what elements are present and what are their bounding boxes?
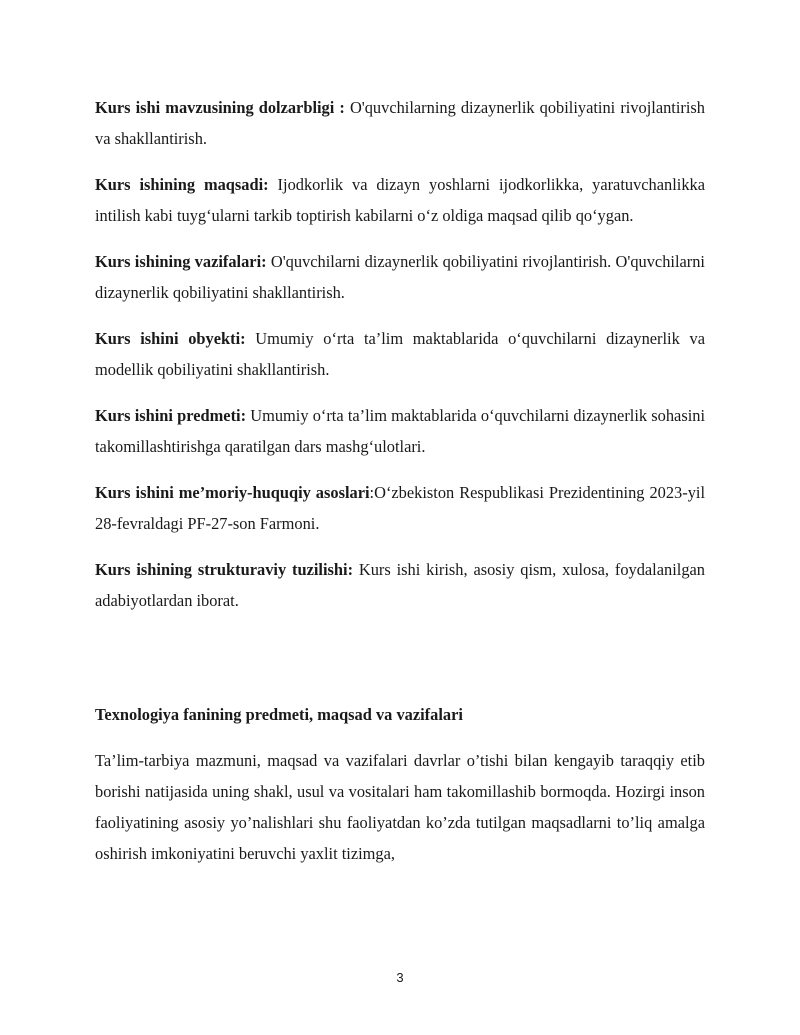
paragraph-maqsadi xyxy=(95,169,705,231)
paragraph-label: Kurs ishining vazifalari: xyxy=(95,252,267,271)
page-number: 3 xyxy=(396,970,404,985)
paragraph-label: Kurs ishini predmeti: xyxy=(95,406,247,425)
paragraph-label: Kurs ishi mavzusining dolzarbligi : xyxy=(95,98,345,117)
paragraph-tuzilishi xyxy=(95,554,705,616)
paragraph-label: Kurs ishini obyekti: xyxy=(95,329,246,348)
paragraph-text: Ijodkorlik va dizayn yoshlarni ijodkorlikka, yaratuvchanlikka intilish kabi tuyg‘ularni tarkib toptirish kabilarni o‘z oldiga maqsad qilib qo‘ygan. xyxy=(95,175,705,225)
paragraph-label: Kurs ishining maqsadi: xyxy=(95,175,269,194)
section-spacer xyxy=(95,631,705,699)
section-heading: Texnologiya fanining predmeti, maqsad va vazifalari xyxy=(95,705,463,724)
paragraph-text: Umumiy o‘rta ta’lim maktablarida o‘quvchilarni dizaynerlik sohasini takomillashtirishga qaratilgan dars mashg‘ulotlari. xyxy=(95,406,705,456)
paragraph-label: Kurs ishini me’moriy-huquqiy asoslari xyxy=(95,483,370,502)
section-body: Ta’lim-tarbiya mazmuni, maqsad va vazifalari davrlar o’tishi bilan kengayib taraqqiy etib borishi natijasida uning shakl, usul va vositalari ham takomillashib bormoqda. Hozirgi inson faoliyatining asosiy yo’nalishlari shu faoliyatdan ko’zda tutilgan maqsadlarni to’liq amalga oshirish imkoniyatini beruvchi yaxlit tizimga, xyxy=(95,751,705,863)
paragraph-obyekti xyxy=(95,323,705,385)
paragraph-label: Kurs ishining strukturaviy tuzilishi: xyxy=(95,560,354,579)
paragraph-vazifalari xyxy=(95,246,705,308)
paragraph-dolzarbligi xyxy=(95,92,705,154)
paragraph-text: :O‘zbekiston Respublikasi Prezidentining 2023-yil 28-fevraldagi PF-27-son Farmoni. xyxy=(95,483,706,533)
paragraph-text: O'quvchilarni dizaynerlik qobiliyatini rivojlantirish. O'quvchilarni dizaynerlik qobiliyatini shakllantirish. xyxy=(95,252,705,302)
paragraph-predmeti xyxy=(95,400,705,462)
paragraph-text: Umumiy o‘rta ta’lim maktablarida o‘quvchilarni dizaynerlik va modellik qobiliyatini shakllantirish. xyxy=(95,329,705,379)
paragraph-asoslari xyxy=(95,477,705,539)
document-page xyxy=(95,92,705,884)
paragraph-text: Kurs ishi kirish, asosiy qism, xulosa, foydalanilgan adabiyotlardan iborat. xyxy=(95,560,705,610)
paragraph-text: O'quvchilarning dizaynerlik qobiliyatini rivojlantirish va shakllantirish. xyxy=(95,98,705,148)
